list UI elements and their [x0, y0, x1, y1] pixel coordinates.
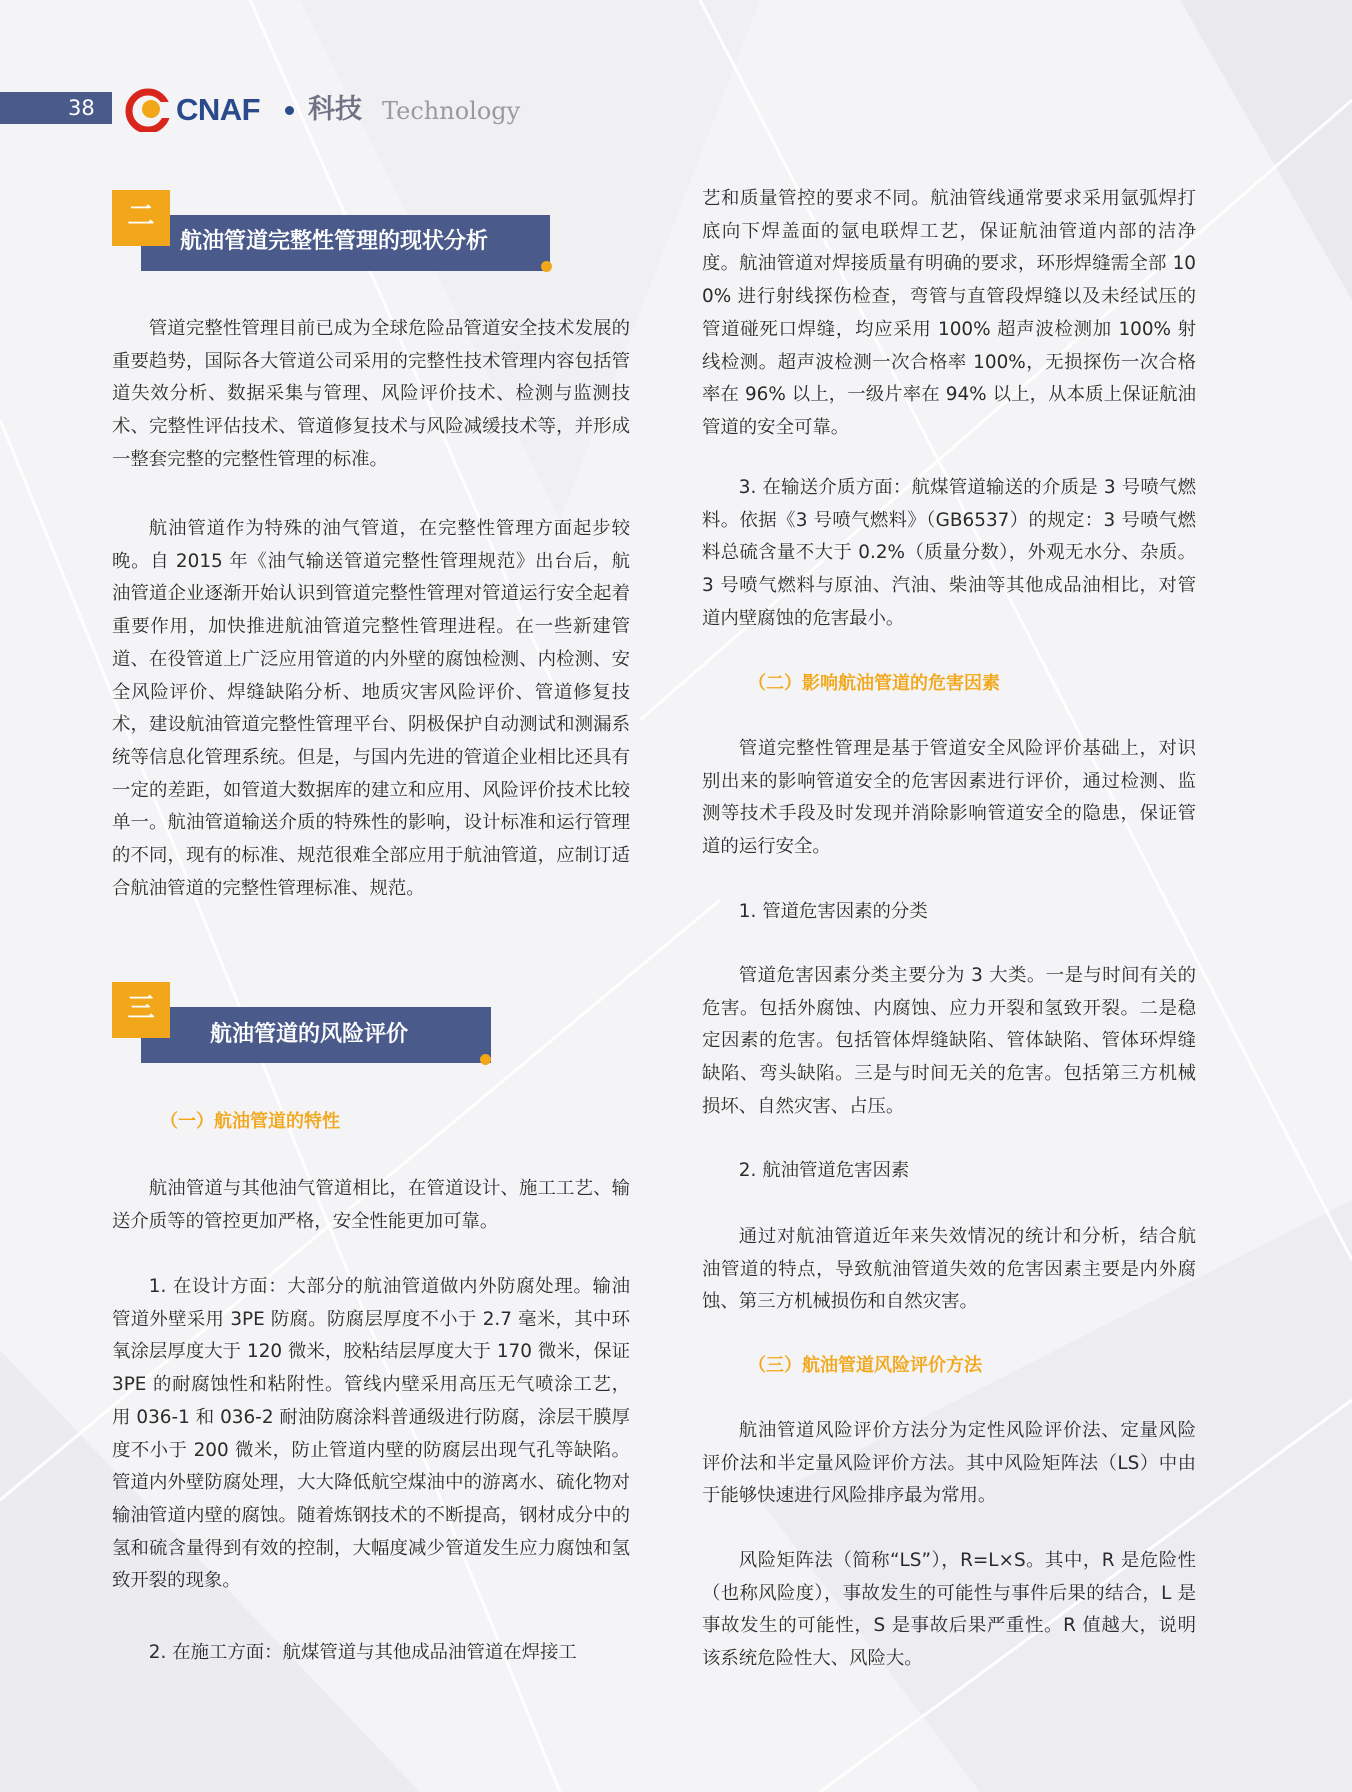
paragraph: 1. 管道危害因素的分类: [738, 901, 928, 922]
section-3-heading-dot: [480, 1054, 491, 1065]
paragraph: 管道完整性管理是基于管道安全风险评价基础上，对识别出来的影响管道安全的危害因素进行评价，通过检测、监测等技术手段及时发现并消除影响管道安全的隐患，保证管道的运行安全。: [702, 738, 1196, 858]
separator-dot: [285, 106, 294, 115]
paragraph: 3. 在输送介质方面：航煤管道输送的介质是 3 号喷气燃料。依据《3 号喷气燃料》（GB6537）的规定：3 号喷气燃料总硫含量不大于 0.2%（质量分数），外观无水分、杂质。3 号喷气燃料与原油、汽油、柴油等其他成品油相比，对管道内壁腐蚀的危害最小。: [702, 477, 1196, 629]
paragraph: 1. 在设计方面：大部分的航油管道做内外防腐处理。输油管道外壁采用 3PE 防腐。防腐层厚度不小于 2.7 毫米，其中环氧涂层厚度大于 120 微米，胶粘结层厚度大于 170 微米，保证 3PE 的耐腐蚀性和粘附性。管线内壁采用高压无气喷涂工艺，用 036-1 和 036-2 耐油防腐涂料普通级进行防腐，涂层干膜厚度不小于 200 微米，防止管道内壁的防腐层出现气孔等缺陷。管道内外壁防腐处理，大大降低航空煤油中的游离水、硫化物对输油管道内壁的腐蚀。随着炼钢技术的不断提高，钢材成分中的氢和硫含量得到有效的控制，大幅度减少管道发生应力腐蚀和氢致开裂的现象。: [112, 1276, 630, 1592]
section-3-number: 三: [112, 982, 170, 1038]
paragraph: 航油管道作为特殊的油气管道，在完整性管理方面起步较晚。自 2015 年《油气输送管道完整性管理规范》出台后，航油管道企业逐渐开始认识到管道完整性管理对管道运行安全起着重要作用，加快推进航油管道完整性管理进程。在一些新建管道、在役管道上广泛应用管道的内外壁的腐蚀检测、内检测、安全风险评价、焊缝缺陷分析、地质灾害风险评价、管道修复技术，建设航油管道完整性管理平台、阴极保护自动测试和测漏系统等信息化管理系统。但是，与国内先进的管道企业相比还具有一定的差距，如管道大数据库的建立和应用、风险评价技术比较单一。航油管道输送介质的特殊性的影响，设计标准和运行管理的不同，现有的标准、规范很难全部应用于航油管道，应制订适合航油管道的完整性管理标准、规范。: [112, 518, 630, 899]
page-number-bar: [0, 92, 112, 124]
section-3-title: 航油管道的风险评价: [210, 1022, 409, 1047]
paragraph: 风险矩阵法（简称“LS”），R=L×S。其中，R 是危险性（也称风险度），事故发生的可能性与事件后果的结合，L 是事故发生的可能性，S 是事故后果严重性。R 值越大，说明该系统危险性大、风险大。: [702, 1550, 1196, 1670]
section-2-heading-dot: [541, 261, 552, 272]
cnaf-logo-icon: [124, 88, 172, 132]
paragraph: 2. 在施工方面：航煤管道与其他成品油管道在焊接工: [148, 1642, 577, 1663]
paragraph: 航油管道风险评价方法分为定性风险评价法、定量风险评价法和半定量风险评价方法。其中风险矩阵法（LS）中由于能够快速进行风险排序最为常用。: [702, 1420, 1196, 1507]
paragraph: 通过对航油管道近年来失效情况的统计和分析，结合航油管道的特点，导致航油管道失效的危害因素主要是内外腐蚀、第三方机械损伤和自然灾害。: [702, 1226, 1196, 1313]
section-name-en: Technology: [382, 97, 521, 125]
subsection-2-title: （二）影响航油管道的危害因素: [748, 673, 1000, 694]
paragraph: 管道危害因素分类主要分为 3 大类。一是与时间有关的危害。包括外腐蚀、内腐蚀、应力开裂和氢致开裂。二是稳定因素的危害。包括管体焊缝缺陷、管体缺陷、管体环焊缝缺陷、弯头缺陷。三是与时间无关的危害。包括第三方机械损坏、自然灾害、占压。: [702, 965, 1196, 1117]
paragraph: 管道完整性管理目前已成为全球危险品管道安全技术发展的重要趋势，国际各大管道公司采用的完整性技术管理内容包括管道失效分析、数据采集与管理、风险评价技术、检测与监测技术、完整性评估技术、管道修复技术与风险减缓技术等，并形成一整套完整的完整性管理的标准。: [112, 318, 630, 470]
section-2-title: 航油管道完整性管理的现状分析: [180, 229, 489, 254]
paragraph-continued: 艺和质量管控的要求不同。航油管线通常要求采用氩弧焊打底向下焊盖面的氩电联焊工艺，保证航油管道内部的洁净度。航油管道对焊接质量有明确的要求，环形焊缝需全部 100% 进行射线探伤检查，弯管与直管段焊缝以及未经试压的管道碰死口焊缝，均应采用 100% 超声波检测加 100% 射线检测。超声波检测一次合格率 100%，无损探伤一次合格率在 96% 以上，一级片率在 94% 以上，从本质上保证航油管道的安全可靠。: [702, 188, 1196, 438]
subsection-3-title: （三）航油管道风险评价方法: [748, 1355, 982, 1376]
paragraph: 航油管道与其他油气管道相比，在管道设计、施工工艺、输送介质等的管控更加严格，安全性能更加可靠。: [112, 1178, 630, 1232]
section-2-number: 二: [112, 190, 170, 246]
brand-name: CNAF: [176, 92, 261, 127]
subsection-1-title: （一）航油管道的特性: [160, 1111, 340, 1132]
section-name-cn: 科技: [308, 94, 362, 125]
page-number: 38: [68, 96, 95, 120]
paragraph: 2. 航油管道危害因素: [738, 1160, 910, 1181]
